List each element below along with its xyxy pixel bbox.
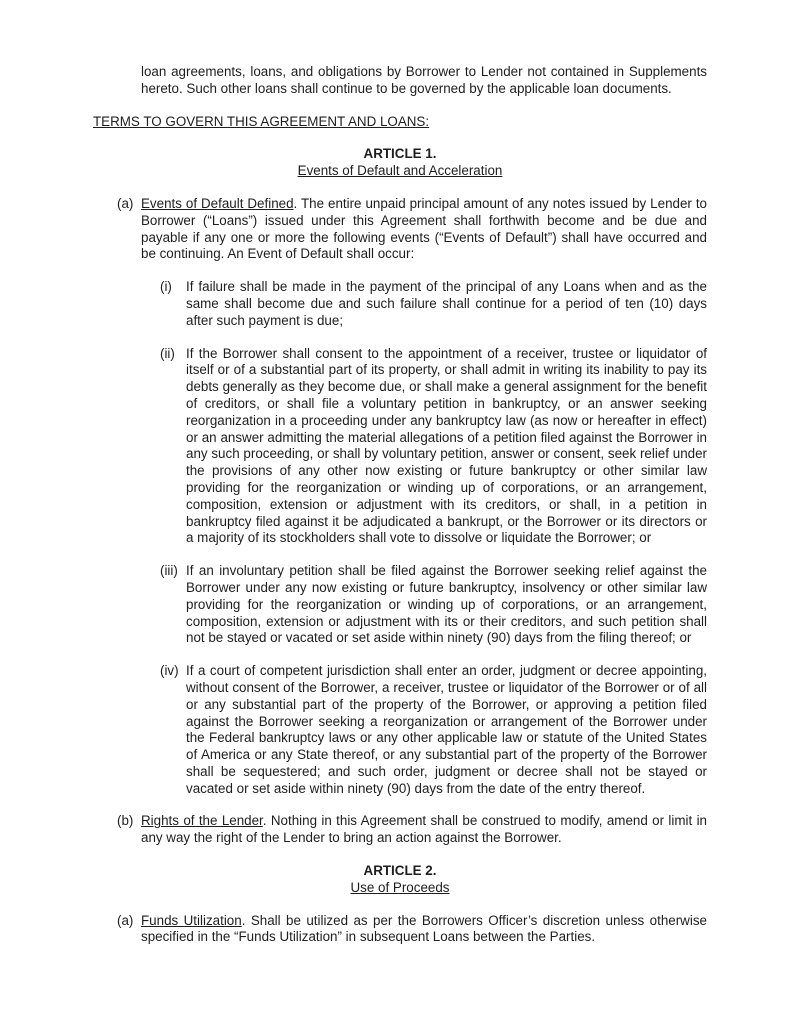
clause-body <box>141 813 707 847</box>
clause-lead: Events of Default Defined <box>141 195 294 211</box>
article-2-subtitle: Use of Proceeds <box>350 879 450 895</box>
clause-body <box>141 913 707 947</box>
intro-paragraph: loan agreements, loans, and obligations by Borrower to Lender not contained in Supplements hereto. Such other loans shall continue to be governed by the applicable loan documents. <box>141 64 707 96</box>
subclause-text: If the Borrower shall consent to the appointment of a receiver, trustee or liquidator of itself or of a substantial part of its property, or shall admit in writing its inability to pay its debts generally as they become due, or shall make a general assignment for the benefit of creditors, or shall file a voluntary petition in bankruptcy, or an answer seeking reorganization in a proceeding under any bankruptcy law (as now or hereafter in effect) or an answer admitting the material allegations of a petition filed against the Borrower in any such proceeding, or shall by voluntary petition, answer or consent, seek relief under the provisions of any other now existing or future bankruptcy or other similar law providing for the reorganization or winding up of corporations, or an arrangement, composition, extension or adjustment with its creditors, or shall, in a petition in bankruptcy filed against it be adjudicated a bankrupt, or the Borrower or its directors or a majority of its stockholders shall vote to dissolve or liquidate the Borrower; or <box>186 345 707 546</box>
article-1-heading <box>93 146 707 180</box>
terms-heading: TERMS TO GOVERN THIS AGREEMENT AND LOANS: <box>93 113 430 129</box>
subclause-iv <box>160 663 707 797</box>
subclause-marker: (iv) <box>160 663 179 679</box>
subclause-text: If an involuntary petition shall be filed against the Borrower seeking relief against the Borrower under any now existing or future bankruptcy, insolvency or other similar law providing for the reorganization or winding up of corporations, or an arrangement, composition, extension or adjustment with its or their creditors, and such petition shall not be stayed or vacated or set aside within ninety (90) days from the filing thereof; or <box>186 563 707 646</box>
subclause-marker: (i) <box>160 279 172 295</box>
subclause-iii <box>160 563 707 647</box>
article-1-title: ARTICLE 1. <box>363 146 437 162</box>
clause-lead: Funds Utilization <box>141 912 242 928</box>
clause-marker: (a) <box>117 912 134 928</box>
subclause-text: If failure shall be made in the payment of the principal of any Loans when and as the same shall become due and such failure shall continue for a period of ten (10) days after such payment is due; <box>186 279 707 328</box>
subclause-marker: (iii) <box>160 563 178 579</box>
subclause-ii <box>160 346 707 548</box>
article-2-heading <box>93 863 707 897</box>
clause-lead: Rights of the Lender <box>141 813 263 829</box>
subclause-i <box>160 279 707 329</box>
clause-text: . The entire unpaid principal amount of any notes issued by Lender to Borrower (“Loans”) issued under this Agreement shall forthwith become and be due and payable if any one or more the following events (“Events of Default”) shall have occurred and be continuing. An Event of Default shall occur: <box>141 195 707 262</box>
subclause-text: If a court of competent jurisdiction shall enter an order, judgment or decree appointing, without consent of the Borrower, a receiver, trustee or liquidator of the Borrower or of all or any substantial part of the property of the Borrower, or approving a petition filed against the Borrower seeking a reorganization or arrangement of the Borrower under the Federal bankruptcy laws or any other applicable law or statute of the United States of America or any State thereof, or any substantial part of the property of the Borrower shall be sequestered; and such order, judgment or decree shall not be stayed or vacated or set aside within ninety (90) days from the date of the entry thereof. <box>186 663 707 796</box>
clause-marker: (b) <box>117 813 134 829</box>
article-1-subtitle: Events of Default and Acceleration <box>297 163 503 179</box>
subclause-marker: (ii) <box>160 345 175 361</box>
clause-body <box>141 196 707 263</box>
clause-a-events-of-default <box>117 196 707 263</box>
clause-a-funds-utilization <box>117 913 707 947</box>
clause-b-rights-of-lender <box>117 813 707 847</box>
article-2-title: ARTICLE 2. <box>363 863 437 879</box>
clause-text: . Nothing in this Agreement shall be construed to modify, amend or limit in any way the right of the Lender to bring an action against the Borrower. <box>141 813 707 846</box>
clause-marker: (a) <box>117 195 134 211</box>
clause-text: . Shall be utilized as per the Borrowers Officer’s discretion unless otherwise specified in the “Funds Utilization” in subsequent Loans between the Parties. <box>141 912 707 945</box>
